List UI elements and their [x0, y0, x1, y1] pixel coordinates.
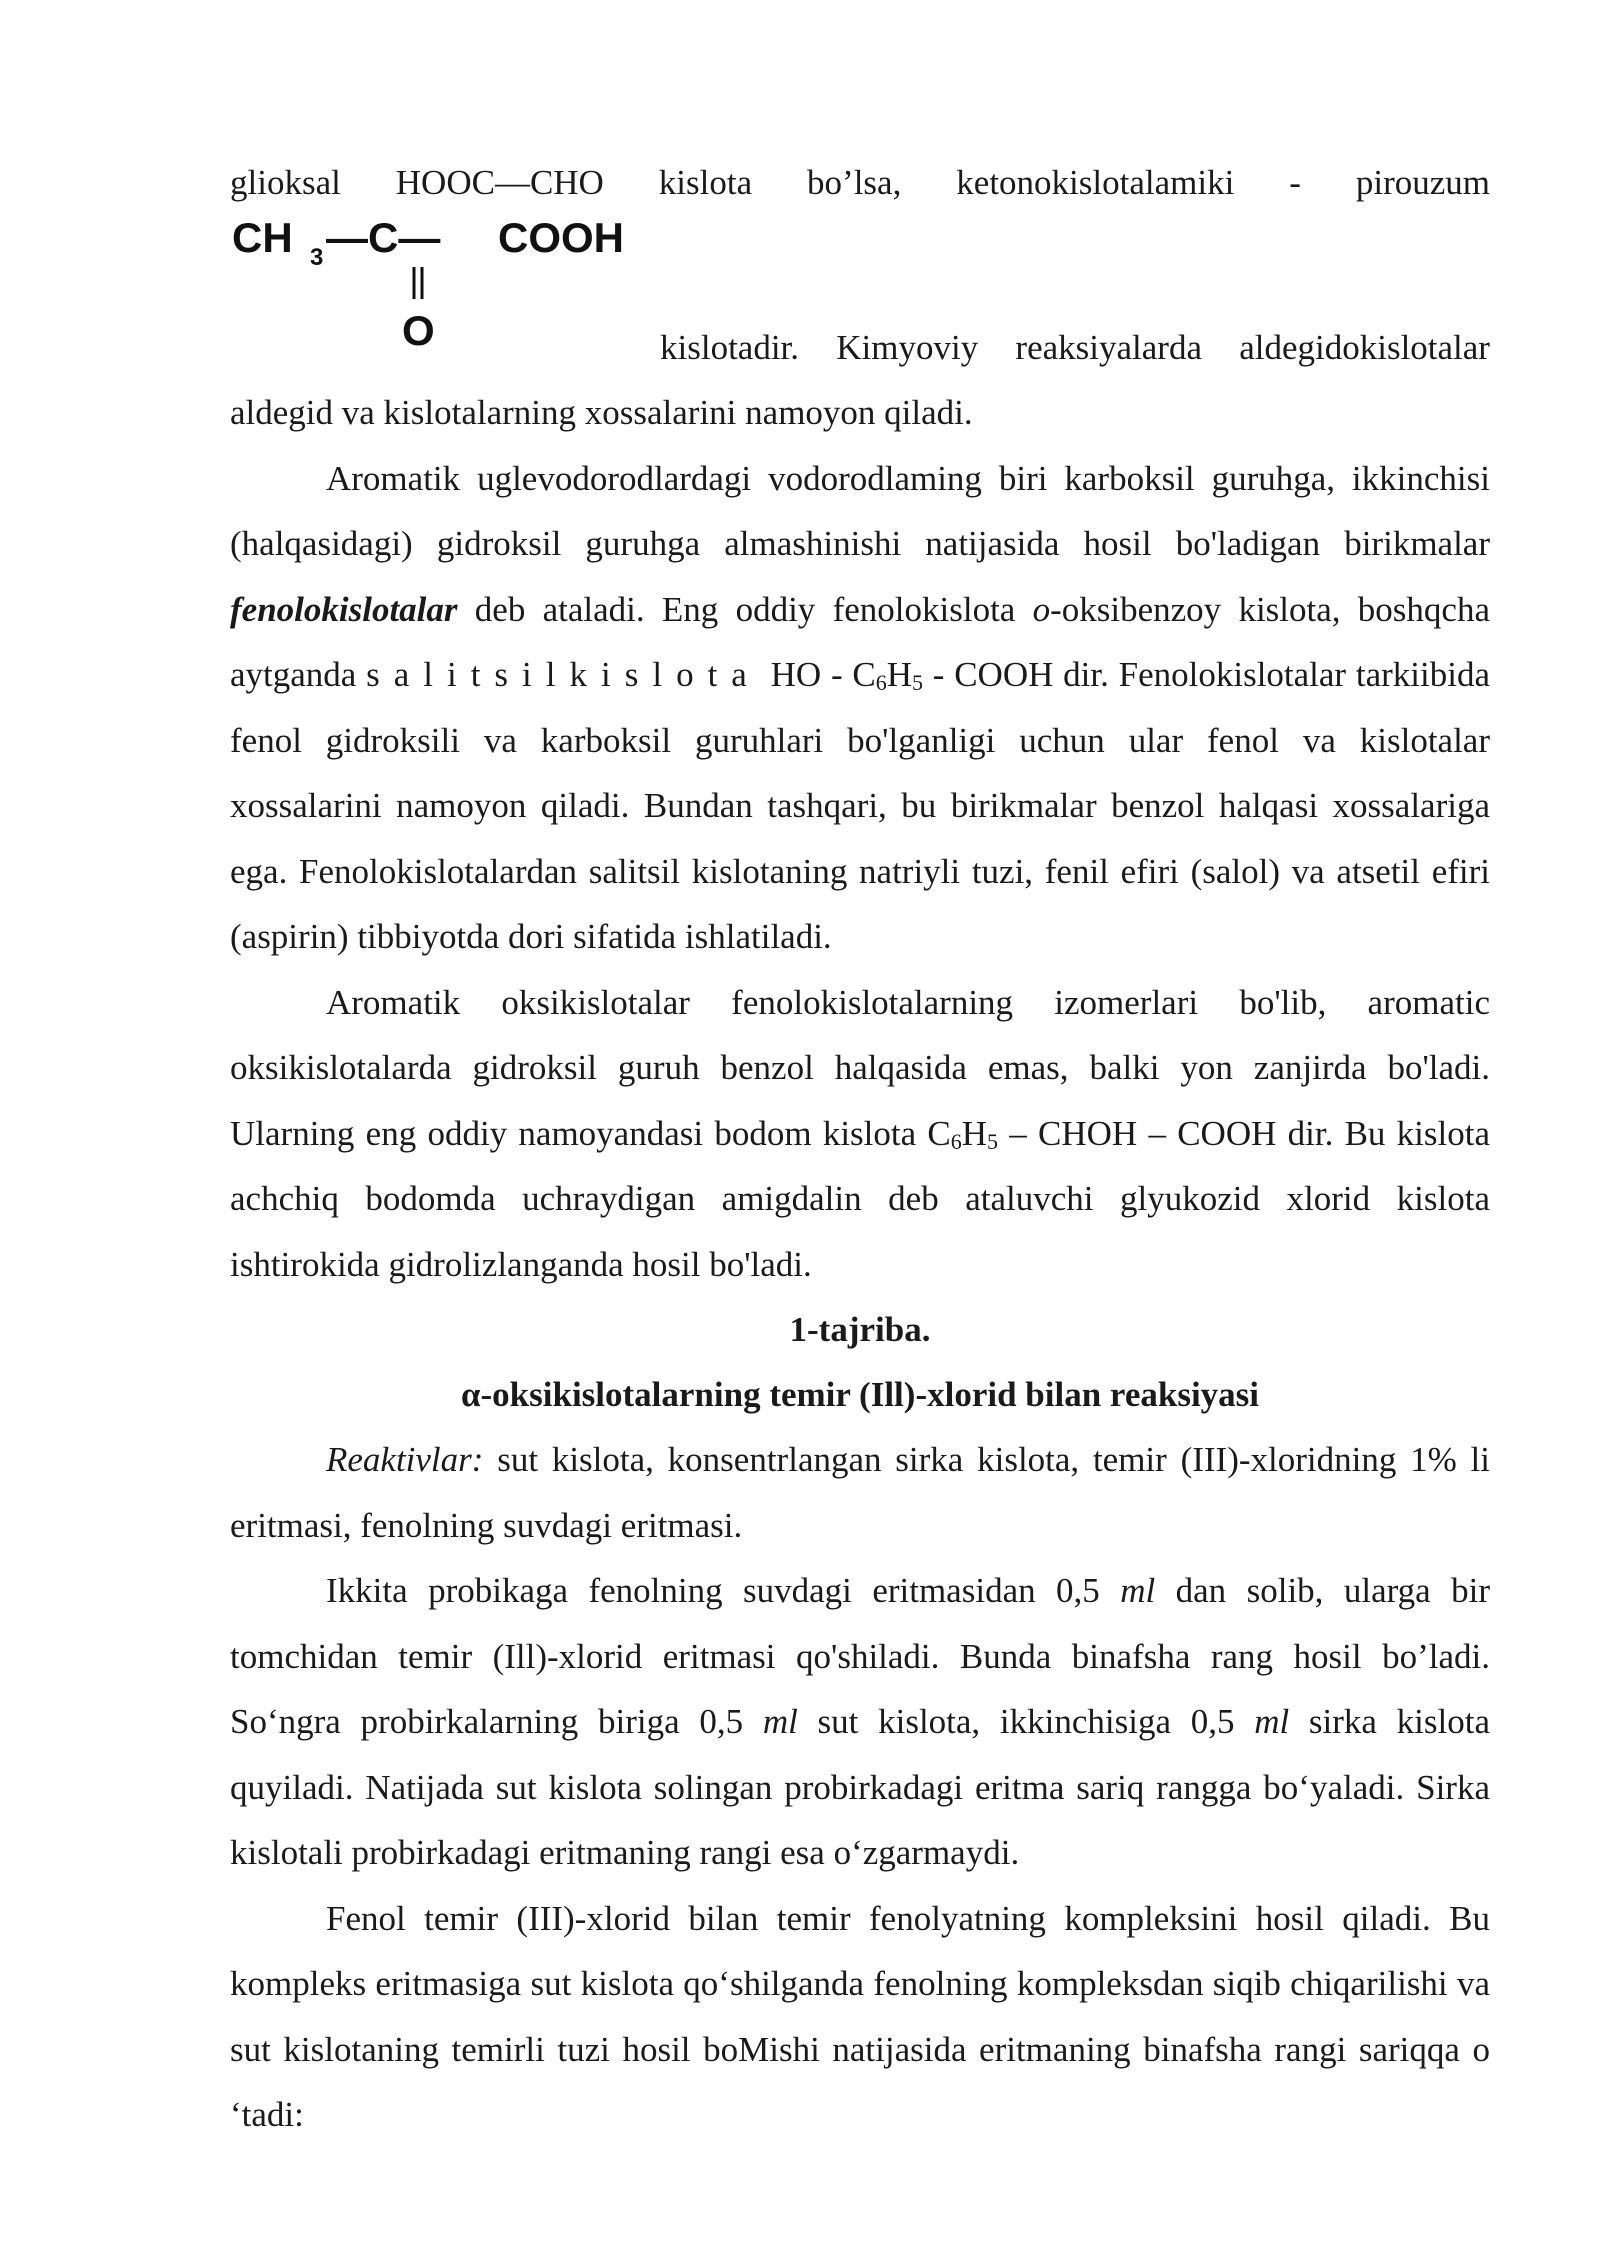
spaced-term: salitsilkislota	[366, 655, 761, 694]
word: ketonokislotalamiki	[956, 163, 1235, 202]
experiment-number: 1-tajriba.	[789, 1310, 931, 1349]
formula-chain: —C—	[326, 214, 441, 261]
text: -oksibenzoy kislota, boshqcha aytganda	[230, 589, 1491, 694]
formula-ch: CH	[232, 214, 293, 261]
after-formula-line	[660, 315, 1490, 380]
word: pirouzum	[1355, 163, 1490, 202]
document-page	[230, 150, 1490, 2148]
word: HOOC—CHO	[395, 163, 604, 202]
text: H	[961, 1113, 988, 1153]
word: kislotadir.	[660, 328, 800, 367]
formula-sub: 3	[310, 244, 324, 271]
unit-ml: ml	[762, 1702, 798, 1741]
formula-oxygen: O	[402, 307, 435, 354]
term-fenolokislotalar: fenolokislotalar	[230, 589, 458, 629]
paragraph-reagents	[230, 1427, 1490, 1558]
text: Ikkita probikaga fenolning suvdagi eritmasidan 0,5	[326, 1571, 1121, 1610]
experiment-title: α-oksikislotalarning temir (Ill)-xlorid bilan reaksiyasi	[460, 1375, 1260, 1414]
text: sut kislota, ikkinchisiga 0,5	[797, 1702, 1255, 1741]
subscript: 5	[987, 1128, 999, 1154]
paragraph-aromatic-oxyacids	[230, 970, 1490, 1298]
text: dan solib, ularga bir tomchidan temir (Ill)-xlorid eritmasi qo'shiladi. Bunda binafsha rang hosil bo’ladi. So‘ngra probirkalarning biriga 0,5	[230, 1571, 1490, 1741]
text: sirka kislota quyiladi. Natijada sut kislota solingan probirkadagi eritma sariq rangga bo‘yaladi. Sirka kislotali probirkadagi eritmaning rangi esa o‘zgarmaydi.	[230, 1702, 1490, 1872]
text: Aromatik uglevodorodlardagi vodorodlaming biri karboksil guruhga, ikkinchisi (halqasidagi) gidroksil guruhga almashinishi natijasida hosil bo'ladigan birikmalar	[230, 458, 1490, 563]
paragraph-procedure	[230, 1558, 1490, 1886]
line-1	[230, 150, 1490, 215]
word: bo’lsa,	[807, 163, 902, 202]
subscript: 6	[950, 1128, 962, 1154]
text: H	[886, 655, 912, 694]
subscript: 6	[875, 670, 887, 695]
text: Aromatik oksikislotalar fenolokislotalarning izomerlari bo'lib, aromatic oksikislotalarda gidroksil guruh benzol halqasida emas, balki yon zanjirda bo'ladi. Ularning eng oddiy namoyandasi bodom kislota C	[230, 982, 1490, 1153]
paragraph-explanation: Fenol temir (III)-xlorid bilan temir fenolyatning kompleksini hosil qiladi. Bu kompleks eritmasiga sut kislota qo‘shilganda fenolning kompleksdan siqib chiqarilishi va sut kislotaning temirli tuzi hosil boMishi natijasida eritmaning binafsha rangi sariqqa o ‘tadi:	[230, 1898, 1490, 2134]
text: - COOH dir. Fenolokislotalar tarkiibida fenol gidroksili va karboksil guruhlari bo'lganligi uchun ular fenol va kislotalar xossalarini namoyon qiladi. Bundan tashqari, bu birikmalar benzol halqasi xossalariga ega. Fenolokislotalardan salitsil kislotaning natriyli tuzi, fenil efiri (salol) va atsetil efiri (aspirin) tibbiyotda dori sifatida ishlatiladi.	[230, 655, 1490, 956]
word: glioksal	[230, 163, 341, 202]
text: HO - C	[760, 655, 876, 694]
text: – CHOH – COOH dir. Bu kislota achchiq bodomda uchraydigan amigdalin deb ataluvchi glyukozid xlorid kislota ishtirokida gidrolizlanganda hosil bo'ladi.	[230, 1113, 1490, 1284]
word: aldegidokislotalar	[1239, 328, 1490, 367]
unit-ml: ml	[1120, 1571, 1156, 1610]
formula-cooh: COOH	[498, 214, 624, 261]
paragraph-phenolic-acids	[230, 446, 1490, 970]
paragraph-continuation: aldegid va kislotalarning xossalarini namoyon qiladi.	[230, 393, 973, 432]
pyruvic-acid-formula	[230, 207, 670, 357]
word: Kimyoviy	[836, 328, 979, 367]
word: kislota	[658, 163, 753, 202]
reagents-label: Reaktivlar:	[326, 1440, 484, 1479]
subscript: 5	[912, 670, 923, 695]
text: deb ataladi. Eng oddiy fenolokislota	[457, 589, 1033, 629]
word: reaksiyalarda	[1015, 328, 1202, 367]
unit-ml: ml	[1254, 1702, 1290, 1741]
formula-row	[230, 215, 1490, 380]
text: sut kislota, konsentrlangan sirka kislota, temir (III)-xloridning 1% li eritmasi, fenolning suvdagi eritmasi.	[230, 1440, 1490, 1545]
text-italic: o	[1032, 589, 1051, 629]
word: -	[1289, 163, 1301, 202]
